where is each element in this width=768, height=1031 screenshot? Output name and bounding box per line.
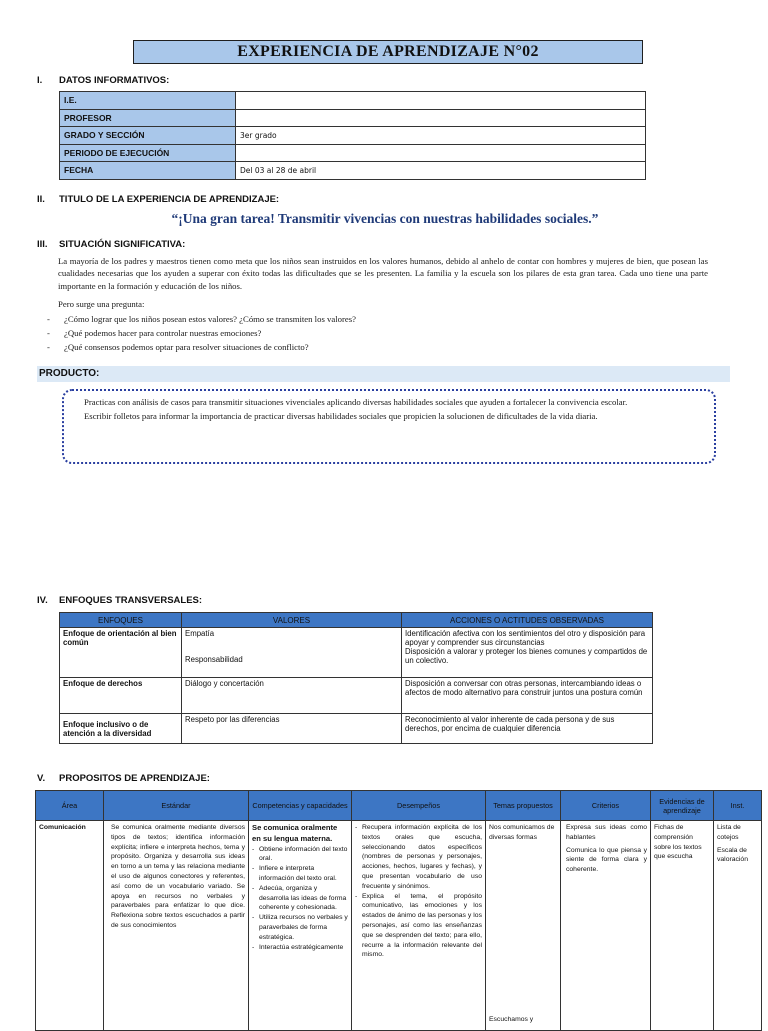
question-item: [47, 341, 687, 353]
column-header: Competencias y capacidades: [249, 791, 352, 821]
producto-heading: PRODUCTO:: [37, 366, 730, 382]
enfoque-cell: Enfoque de orientación al bien común: [60, 628, 182, 678]
info-row: [60, 92, 646, 110]
inst-text: Lista de cotejos: [717, 824, 741, 841]
propositos-table-wrapper: [35, 790, 748, 1024]
column-header: Estándar: [104, 791, 249, 821]
column-header: Temas propuestos: [486, 791, 561, 821]
question-list: [47, 313, 687, 353]
propositos-header-row: [36, 791, 762, 821]
info-label: PERIODO DE EJECUCIÓN: [60, 144, 236, 162]
propositos-table: [35, 790, 762, 1031]
info-label: GRADO Y SECCIÓN: [60, 127, 236, 145]
bullet-dash: -: [47, 341, 50, 352]
desempeno-item: - Explica el tema, el propósito comunicativo, las emociones y los estados de ánimo de las personas y los personajes, así como las enseñanzas que se desprenden del texto; para ello, recurre a la información relevante del mismo.: [355, 892, 482, 961]
info-value: [236, 92, 646, 110]
section-2-heading: [37, 194, 279, 205]
enfoque-cell: Enfoque de derechos: [60, 678, 182, 714]
info-value: Del 03 al 28 de abril: [236, 162, 646, 180]
section-4-heading: [37, 595, 202, 606]
section-3-number: III.: [37, 239, 48, 250]
section-1-number: I.: [37, 75, 43, 86]
column-header: Evidencias de aprendizaje: [651, 791, 714, 821]
section-5-number: V.: [37, 773, 46, 784]
document-title: EXPERIENCIA DE APRENDIZAJE N°02: [133, 40, 643, 64]
capacidades-list: [252, 845, 348, 953]
situacion-paragraph: La mayoría de los padres y maestros tienen como meta que los niños sean instruidos en los valores humanos, debido al anhelo de contar con hombres y mujeres de bien, que posean las cualidades necesarias que los ayuden a superar con éxito todas las dificultades que se les presenten. La familia y la escuela son los pilares de esta gran tarea. Cada uno tiene una parte importante en la formación y educación de los niños.: [58, 256, 708, 291]
enfoque-cell: Enfoque inclusivo o de atención a la diversidad: [60, 714, 182, 744]
info-row: [60, 127, 646, 145]
info-label: PROFESOR: [60, 109, 236, 127]
valores-cell: [182, 628, 402, 678]
inst-text: Escala de valoración: [717, 846, 748, 864]
section-2-number: II.: [37, 194, 45, 205]
tema-text: Escuchamos y: [489, 1016, 534, 1023]
capacidad-item: - Interactúa estratégicamente: [252, 943, 348, 953]
acciones-cell: Disposición a conversar con otras personas, intercambiando ideas o afectos de modo alternativo para construir juntos una postura común: [402, 678, 653, 714]
section-2-title: TITULO DE LA EXPERIENCIA DE APRENDIZAJE:: [59, 194, 280, 205]
column-header: Desempeños: [352, 791, 486, 821]
question-text: ¿Qué consensos podemos optar para resolver situaciones de conflicto?: [64, 341, 309, 352]
enfoques-header-row: [60, 613, 653, 628]
info-value: [236, 109, 646, 127]
column-header: Área: [36, 791, 104, 821]
bullet-dash: -: [47, 327, 50, 338]
criterios-cell: [561, 821, 651, 1031]
acciones-cell: [402, 628, 653, 678]
accion-text: Identificación afectiva con los sentimientos del otro y disposición para apoyar y comprender sus circunstancias: [405, 629, 646, 647]
desempenos-list: [355, 823, 482, 960]
criterio-text: Expresa sus ideas como hablantes: [566, 824, 647, 841]
section-3-title: SITUACIÓN SIGNIFICATIVA:: [59, 239, 186, 250]
question-text: ¿Cómo lograr que los niños posean estos valores? ¿Cómo se transmiten los valores?: [64, 314, 356, 324]
valores-cell: Respeto por las diferencias: [182, 714, 402, 744]
column-header: ENFOQUES: [60, 613, 182, 628]
valor-text: Responsabilidad: [185, 655, 243, 664]
question-item: [47, 313, 687, 325]
evidencias-cell: [651, 821, 714, 1031]
section-3-heading: [37, 239, 185, 250]
capacidad-item: - Utiliza recursos no verbales y paraverbales de forma estratégica.: [252, 913, 348, 942]
tema-text: Nos comunicamos de diversas formas: [489, 824, 555, 841]
section-1-heading: [37, 75, 169, 86]
column-header: VALORES: [182, 613, 402, 628]
inst-cell: [714, 821, 762, 1031]
evidencia-text: Fichas de comprensión sobre los textos que escucha: [654, 824, 702, 861]
datos-informativos-table: [59, 91, 646, 180]
enfoques-table: [59, 612, 653, 744]
section-1-title: DATOS INFORMATIVOS:: [59, 75, 170, 86]
section-4-number: IV.: [37, 595, 48, 606]
accion-text: Disposición a valorar y proteger los bienes comunes y compartidos de un colectivo.: [405, 647, 648, 665]
table-row: [60, 628, 653, 678]
info-value: [236, 144, 646, 162]
question-text: ¿Qué podemos hacer para controlar nuestras emociones?: [64, 327, 262, 338]
info-row: [60, 162, 646, 180]
producto-item: Practicas con análisis de casos para transmitir situaciones vivenciales aplicando diversas habilidades sociales que ayuden a fortalecer la convivencia escolar.: [84, 397, 628, 407]
valor-text: Empatía: [185, 629, 215, 638]
temas-cell: [486, 821, 561, 1031]
table-row: [60, 714, 653, 744]
producto-item: Escribir folletos para informar la importancia de practicar diversas habilidades sociales que propicien la solucionen de dificultades de la vida diaria.: [84, 411, 598, 422]
capacidad-item: - Obtiene información del texto oral.: [252, 845, 348, 865]
desempenos-cell: [352, 821, 486, 1031]
column-header: Criterios: [561, 791, 651, 821]
situacion-intro: Pero surge una pregunta:: [58, 299, 145, 309]
criterio-text: Comunica lo que piensa y siente de forma clara y coherente.: [566, 846, 647, 874]
producto-box: [62, 389, 716, 464]
bullet-dash: -: [47, 314, 50, 324]
column-header: Inst.: [714, 791, 762, 821]
experience-title: “¡Una gran tarea! Transmitir vivencias con nuestras habilidades sociales.”: [171, 211, 599, 226]
section-5-title: PROPOSITOS DE APRENDIZAJE:: [59, 773, 210, 784]
info-row: [60, 109, 646, 127]
column-header: ACCIONES O ACTITUDES OBSERVADAS: [402, 613, 653, 628]
capacidad-item: - Adecúa, organiza y desarrolla las ideas de forma coherente y cohesionada.: [252, 884, 348, 913]
info-label: I.E.: [60, 92, 236, 110]
area-text: Comunicación: [39, 824, 86, 831]
area-cell: [36, 821, 104, 1031]
table-row: [60, 678, 653, 714]
estandar-text: Se comunica oralmente mediante diversos tipos de textos; identifica información explícita; infiere e interpreta hechos, tema y propósito. Organiza y desarrolla sus ideas en torno a un tema y las relaciona mediante el uso de algunos conectores y referentes, así como de un vocabulario variado. Se apoya en recursos no verbales y paraverbales para enfatizar lo que dice. Reflexiona sobre textos escuchados a partir de sus conocimientos: [111, 824, 245, 929]
info-label: FECHA: [60, 162, 236, 180]
estandar-cell: [104, 821, 249, 1031]
table-row: [36, 821, 762, 1031]
section-5-heading: [37, 773, 210, 784]
desempeno-item: - Recupera información explícita de los textos orales que escucha, seleccionando datos específicos (nombres de personas y personajes, acciones, hechos, lugares y fechas), y que presentan vocabulario de uso frecuente y sinónimos.: [355, 823, 482, 892]
info-value: 3er grado: [236, 127, 646, 145]
valores-cell: Diálogo y concertación: [182, 678, 402, 714]
competencia-title: Se comunica oralmente en su lengua materna.: [252, 823, 338, 843]
info-row: [60, 144, 646, 162]
competencias-cell: [249, 821, 352, 1031]
section-4-title: ENFOQUES TRANSVERSALES:: [59, 595, 203, 606]
question-item: [47, 327, 687, 339]
capacidad-item: - Infiere e interpreta información del texto oral.: [252, 864, 348, 884]
acciones-cell: Reconocimiento al valor inherente de cada persona y de sus derechos, por encima de cualquier diferencia: [402, 714, 653, 744]
